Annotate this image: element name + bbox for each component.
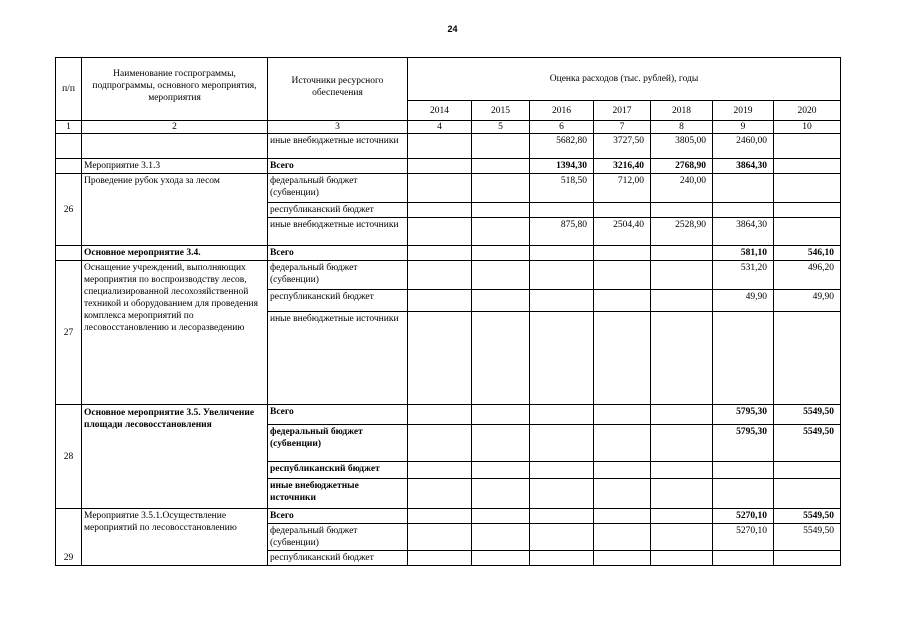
value-cell: [408, 462, 472, 479]
table-row: [56, 261, 841, 290]
value-cell: [774, 218, 841, 246]
value-cell: 2768,90: [651, 159, 713, 174]
value-cell: [472, 551, 530, 566]
row-number: 28: [56, 405, 82, 509]
source-cell: федеральный бюджет (субвенции): [268, 425, 408, 462]
column-number: 4: [408, 121, 472, 134]
value-cell: 5549,50: [774, 509, 841, 524]
value-cell: [408, 246, 472, 261]
value-cell: [408, 218, 472, 246]
value-cell: [594, 551, 651, 566]
value-cell: [530, 551, 594, 566]
header-estimate: Оценка расходов (тыс. рублей), годы: [408, 58, 841, 101]
table-row: [56, 246, 841, 261]
value-cell: 5549,50: [774, 524, 841, 551]
value-cell: [472, 290, 530, 312]
header-row: [56, 58, 841, 101]
value-cell: 1394,30: [530, 159, 594, 174]
source-cell: республиканский бюджет: [268, 203, 408, 218]
table-row: [56, 159, 841, 174]
value-cell: [408, 261, 472, 290]
value-cell: [594, 479, 651, 509]
value-cell: [774, 479, 841, 509]
source-cell: иные внебюджетные источники: [268, 479, 408, 509]
year-header: 2016: [530, 101, 594, 121]
value-cell: [594, 203, 651, 218]
column-number: 8: [651, 121, 713, 134]
activity-title: Основное мероприятие 3.5. Увеличение площади лесовосстановления: [82, 405, 268, 509]
page-number: 24: [447, 24, 458, 34]
value-cell: [651, 462, 713, 479]
value-cell: [530, 405, 594, 425]
value-cell: [594, 290, 651, 312]
num-cell: [56, 246, 82, 261]
source-cell: Всего: [268, 159, 408, 174]
column-number: 6: [530, 121, 594, 134]
row-number: 29: [56, 509, 82, 566]
value-cell: [472, 509, 530, 524]
value-cell: [651, 405, 713, 425]
value-cell: [530, 312, 594, 405]
value-cell: [472, 312, 530, 405]
value-cell: [408, 524, 472, 551]
value-cell: [713, 174, 774, 203]
column-number: 1: [56, 121, 82, 134]
table-row: [56, 509, 841, 524]
value-cell: [774, 174, 841, 203]
value-cell: 2504,40: [594, 218, 651, 246]
value-cell: [472, 203, 530, 218]
year-header: 2015: [472, 101, 530, 121]
source-cell: республиканский бюджет: [268, 551, 408, 566]
value-cell: [713, 551, 774, 566]
value-cell: 49,90: [713, 290, 774, 312]
activity-title: Мероприятие 3.1.3: [82, 159, 268, 174]
value-cell: [594, 312, 651, 405]
activity-description: Оснащение учреждений, выполняющих мероприятия по воспроизводству лесов, специализированной лесохозяйственной техникой и оборудованием для проведения комплекса мероприятий по лесовосстановлению и лесоразведению: [82, 261, 268, 405]
source-cell: республиканский бюджет: [268, 290, 408, 312]
value-cell: 2460,00: [713, 134, 774, 159]
value-cell: [713, 203, 774, 218]
value-cell: [530, 246, 594, 261]
source-cell: Всего: [268, 246, 408, 261]
header-name: Наименование госпрограммы, подпрограммы, основного мероприятия, мероприятия: [82, 58, 268, 121]
value-cell: [651, 479, 713, 509]
source-cell: иные внебюджетные источники: [268, 312, 408, 405]
value-cell: [651, 261, 713, 290]
value-cell: [530, 462, 594, 479]
table-row: [56, 174, 841, 203]
value-cell: 5795,30: [713, 425, 774, 462]
value-cell: 581,10: [713, 246, 774, 261]
value-cell: [530, 425, 594, 462]
value-cell: [472, 218, 530, 246]
header-num: п/п: [56, 58, 82, 121]
value-cell: [594, 261, 651, 290]
value-cell: [594, 425, 651, 462]
value-cell: [408, 203, 472, 218]
value-cell: [774, 462, 841, 479]
value-cell: [594, 462, 651, 479]
source-cell: федеральный бюджет (субвенции): [268, 524, 408, 551]
value-cell: [774, 203, 841, 218]
row-number: 27: [56, 261, 82, 405]
column-number: 2: [82, 121, 268, 134]
value-cell: 49,90: [774, 290, 841, 312]
value-cell: [594, 509, 651, 524]
value-cell: [472, 246, 530, 261]
value-cell: 875,80: [530, 218, 594, 246]
value-cell: [713, 479, 774, 509]
value-cell: [651, 290, 713, 312]
value-cell: [651, 425, 713, 462]
value-cell: [408, 551, 472, 566]
value-cell: [530, 479, 594, 509]
value-cell: [774, 312, 841, 405]
source-cell: Всего: [268, 509, 408, 524]
year-header: 2020: [774, 101, 841, 121]
year-header: 2018: [651, 101, 713, 121]
year-header: 2019: [713, 101, 774, 121]
source-cell: иные внебюджетные источники: [268, 218, 408, 246]
value-cell: [472, 524, 530, 551]
value-cell: 3864,30: [713, 218, 774, 246]
value-cell: [713, 312, 774, 405]
value-cell: [472, 134, 530, 159]
value-cell: 3805,00: [651, 134, 713, 159]
value-cell: 531,20: [713, 261, 774, 290]
value-cell: 2528,90: [651, 218, 713, 246]
value-cell: [530, 203, 594, 218]
value-cell: [472, 159, 530, 174]
value-cell: [651, 246, 713, 261]
value-cell: [408, 425, 472, 462]
value-cell: [408, 290, 472, 312]
value-cell: [530, 509, 594, 524]
value-cell: [408, 174, 472, 203]
source-cell: федеральный бюджет (субвенции): [268, 174, 408, 203]
value-cell: [774, 551, 841, 566]
expenditure-table: [55, 57, 841, 566]
source-cell: Всего: [268, 405, 408, 425]
value-cell: [774, 159, 841, 174]
value-cell: 5270,10: [713, 524, 774, 551]
value-cell: 5795,30: [713, 405, 774, 425]
value-cell: [774, 134, 841, 159]
activity-title: Мероприятие 3.5.1.Осуществление мероприятий по лесовосстановлению: [82, 509, 268, 566]
value-cell: 3216,40: [594, 159, 651, 174]
value-cell: [530, 524, 594, 551]
num-cell: [56, 134, 82, 159]
table-row: [56, 405, 841, 425]
name-cell: [82, 134, 268, 159]
source-cell: федеральный бюджет (субвенции): [268, 261, 408, 290]
value-cell: 240,00: [651, 174, 713, 203]
value-cell: [472, 479, 530, 509]
column-number: 9: [713, 121, 774, 134]
value-cell: [594, 524, 651, 551]
year-header: 2014: [408, 101, 472, 121]
value-cell: [651, 203, 713, 218]
year-header: 2017: [594, 101, 651, 121]
value-cell: [530, 290, 594, 312]
value-cell: [472, 261, 530, 290]
value-cell: [408, 479, 472, 509]
value-cell: 5549,50: [774, 405, 841, 425]
value-cell: [408, 405, 472, 425]
column-number: 5: [472, 121, 530, 134]
value-cell: [408, 509, 472, 524]
column-number: 7: [594, 121, 651, 134]
value-cell: [472, 405, 530, 425]
value-cell: 3727,50: [594, 134, 651, 159]
activity-description: Проведение рубок ухода за лесом: [82, 174, 268, 246]
value-cell: 496,20: [774, 261, 841, 290]
activity-title: Основное мероприятие 3.4.: [82, 246, 268, 261]
value-cell: 5270,10: [713, 509, 774, 524]
value-cell: [651, 509, 713, 524]
value-cell: 546,10: [774, 246, 841, 261]
source-cell: республиканский бюджет: [268, 462, 408, 479]
column-number: 10: [774, 121, 841, 134]
value-cell: [408, 159, 472, 174]
value-cell: [408, 312, 472, 405]
value-cell: 3864,30: [713, 159, 774, 174]
column-numbers-row: [56, 121, 841, 134]
value-cell: [408, 134, 472, 159]
value-cell: [651, 524, 713, 551]
value-cell: 712,00: [594, 174, 651, 203]
value-cell: [472, 425, 530, 462]
column-number: 3: [268, 121, 408, 134]
value-cell: 5549,50: [774, 425, 841, 462]
header-source: Источники ресурсного обеспечения: [268, 58, 408, 121]
row-number: 26: [56, 174, 82, 246]
value-cell: [713, 462, 774, 479]
value-cell: 518,50: [530, 174, 594, 203]
value-cell: [594, 246, 651, 261]
value-cell: [472, 174, 530, 203]
table-body: [56, 58, 841, 566]
table-row: [56, 134, 841, 159]
num-cell: [56, 159, 82, 174]
value-cell: 5682,80: [530, 134, 594, 159]
value-cell: [530, 261, 594, 290]
value-cell: [651, 551, 713, 566]
value-cell: [594, 405, 651, 425]
source-cell: иные внебюджетные источники: [268, 134, 408, 159]
value-cell: [472, 462, 530, 479]
value-cell: [651, 312, 713, 405]
